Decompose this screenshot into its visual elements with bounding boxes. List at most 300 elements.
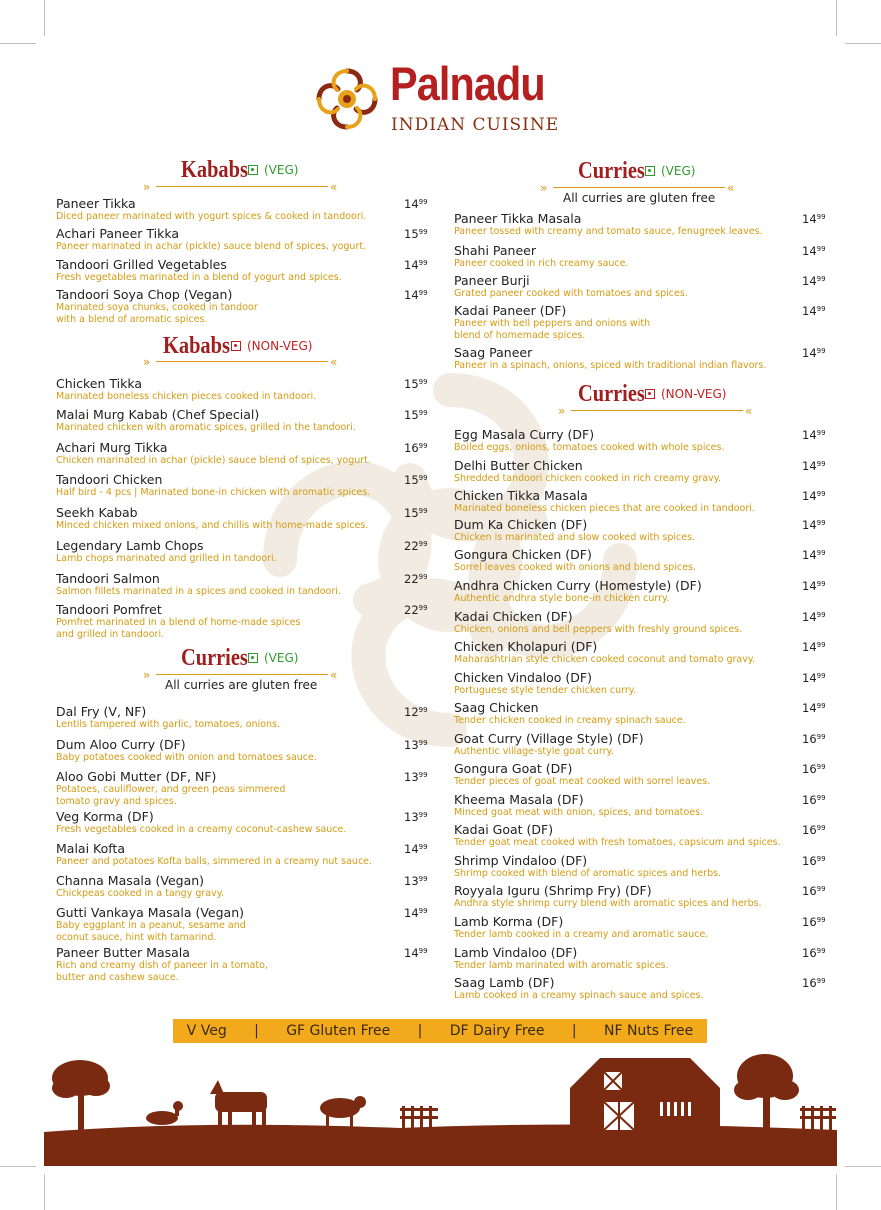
menu-item-description: Paneer marinated in achar (pickle) sauce blend of spices, yogurt. bbox=[56, 241, 367, 252]
menu-item-price bbox=[404, 290, 428, 302]
menu-item-price bbox=[802, 306, 826, 318]
price-cents: 99 bbox=[816, 305, 826, 313]
menu-item-name: Tandoori Grilled Vegetables bbox=[56, 257, 227, 272]
menu-item-description: Paneer tossed with creamy and tomato sauce, fenugreek leaves. bbox=[454, 226, 763, 237]
menu-item-price bbox=[802, 430, 826, 442]
menu-item-price bbox=[404, 844, 428, 856]
menu-item-name: Achari Paneer Tikka bbox=[56, 226, 180, 241]
gluten-free-note: All curries are gluten free bbox=[563, 191, 716, 205]
menu-item-price bbox=[802, 461, 826, 473]
menu-item-price bbox=[404, 410, 428, 422]
menu-item-price bbox=[802, 491, 826, 503]
menu-item-price bbox=[802, 703, 826, 715]
menu-item-name: Kadai Chicken (DF) bbox=[454, 609, 573, 624]
menu-item bbox=[454, 610, 742, 636]
menu-item-name: Tandoori Chicken bbox=[56, 472, 163, 487]
price-dollars: 14 bbox=[404, 288, 419, 302]
menu-item-name: Chicken Vindaloo (DF) bbox=[454, 670, 592, 685]
dietary-legend bbox=[173, 1019, 707, 1043]
menu-item-description: Chicken marinated in achar (pickle) sauce blend of spices, yogurt. bbox=[56, 455, 371, 466]
menu-item-description: Authentic andhra style bone-in chicken curry. bbox=[454, 593, 670, 604]
menu-item bbox=[56, 227, 366, 253]
palnadu-logo-icon bbox=[314, 66, 380, 132]
price-cents: 99 bbox=[418, 409, 428, 417]
price-cents: 99 bbox=[418, 289, 428, 297]
price-dollars: 14 bbox=[802, 640, 817, 654]
menu-item bbox=[454, 579, 702, 605]
price-dollars: 14 bbox=[802, 428, 817, 442]
price-dollars: 14 bbox=[802, 518, 817, 532]
divider bbox=[553, 187, 725, 188]
menu-item bbox=[454, 915, 708, 941]
menu-item-price bbox=[802, 948, 826, 960]
price-dollars: 16 bbox=[802, 854, 817, 868]
price-cents: 99 bbox=[816, 885, 826, 893]
menu-item-name: Legendary Lamb Chops bbox=[56, 538, 204, 553]
menu-item-price bbox=[404, 508, 428, 520]
menu-item-name: Chicken Tikka Masala bbox=[454, 488, 588, 503]
menu-item bbox=[454, 489, 755, 515]
legend-separator: | bbox=[571, 1023, 577, 1039]
restaurant-subtitle: INDIAN CUISINE bbox=[391, 115, 560, 135]
price-cents: 99 bbox=[418, 198, 428, 206]
price-cents: 99 bbox=[816, 916, 826, 924]
price-dollars: 16 bbox=[802, 976, 817, 990]
menu-item-price bbox=[404, 260, 428, 272]
price-dollars: 14 bbox=[802, 244, 817, 258]
menu-item bbox=[454, 793, 703, 819]
price-dollars: 14 bbox=[404, 258, 419, 272]
price-dollars: 13 bbox=[404, 810, 419, 824]
menu-item bbox=[56, 603, 300, 640]
chevron-right-icon: « bbox=[330, 180, 338, 194]
veg-tag-label: (VEG) bbox=[264, 163, 299, 177]
nonveg-tag-label: (NON-VEG) bbox=[661, 387, 727, 401]
menu-item-name: Shahi Paneer bbox=[454, 243, 536, 258]
price-dollars: 16 bbox=[802, 732, 817, 746]
crop-mark bbox=[836, 1174, 837, 1210]
menu-item-price bbox=[404, 948, 428, 960]
menu-item-price bbox=[802, 214, 826, 226]
menu-item bbox=[56, 288, 258, 325]
menu-item bbox=[56, 197, 366, 223]
menu-item bbox=[56, 946, 268, 983]
menu-item-description: Marinated boneless chicken pieces that are cooked in tandoori. bbox=[454, 503, 755, 514]
menu-item-description: Minced goat meat with onion, spices, and tomatoes. bbox=[454, 807, 704, 818]
menu-item bbox=[56, 258, 342, 284]
menu-item-name: Kadai Goat (DF) bbox=[454, 822, 554, 837]
menu-item bbox=[56, 705, 280, 731]
price-cents: 99 bbox=[418, 604, 428, 612]
menu-item-price bbox=[404, 772, 428, 784]
price-cents: 99 bbox=[816, 977, 826, 985]
price-cents: 99 bbox=[816, 672, 826, 680]
price-cents: 99 bbox=[418, 739, 428, 747]
section-title-curries-nonveg: Curries bbox=[578, 381, 645, 407]
price-cents: 99 bbox=[816, 733, 826, 741]
crop-mark bbox=[845, 43, 881, 44]
menu-item-description: Tender lamb marinated with aromatic spices. bbox=[454, 960, 669, 971]
menu-item-name: Malai Kofta bbox=[56, 841, 125, 856]
menu-item-description: Salmon fillets marinated in a spices and cooked in tandoori. bbox=[56, 586, 341, 597]
price-dollars: 13 bbox=[404, 738, 419, 752]
menu-item-price bbox=[802, 246, 826, 258]
menu-item-name: Achari Murg Tikka bbox=[56, 440, 168, 455]
menu-item-price bbox=[802, 764, 826, 776]
price-dollars: 14 bbox=[802, 212, 817, 226]
menu-item-name: Paneer Tikka Masala bbox=[454, 211, 582, 226]
menu-item-description: Marinated soya chunks, cooked in tandoor with a blend of aromatic spices. bbox=[56, 302, 258, 325]
price-cents: 99 bbox=[418, 228, 428, 236]
menu-item bbox=[454, 640, 755, 666]
crop-mark bbox=[44, 1174, 45, 1210]
menu-item-price bbox=[802, 642, 826, 654]
restaurant-name: Palnadu bbox=[390, 57, 545, 110]
price-cents: 99 bbox=[816, 855, 826, 863]
veg-tag bbox=[248, 652, 298, 664]
chevron-right-icon: « bbox=[330, 668, 338, 682]
price-dollars: 15 bbox=[404, 473, 419, 487]
menu-item-description: Pomfret marinated in a blend of home-made spices and grilled in tandoori. bbox=[56, 617, 301, 640]
price-cents: 99 bbox=[418, 875, 428, 883]
menu-item bbox=[454, 518, 695, 544]
price-dollars: 22 bbox=[404, 572, 419, 586]
nonveg-tag bbox=[645, 388, 726, 400]
menu-item-price bbox=[404, 443, 428, 455]
price-dollars: 16 bbox=[802, 793, 817, 807]
price-cents: 99 bbox=[816, 460, 826, 468]
menu-item-description: Tender goat meat cooked with fresh tomatoes, capsicum and spices. bbox=[454, 837, 781, 848]
veg-tag bbox=[645, 165, 695, 177]
price-dollars: 16 bbox=[404, 441, 419, 455]
menu-item-name: Dal Fry (V, NF) bbox=[56, 704, 147, 719]
menu-item bbox=[56, 842, 372, 868]
chevron-left-icon: » bbox=[143, 668, 151, 682]
menu-item-name: Saag Lamb (DF) bbox=[454, 975, 555, 990]
legend-dairy-free: DF Dairy Free bbox=[449, 1023, 545, 1039]
gluten-free-note: All curries are gluten free bbox=[165, 678, 318, 692]
menu-item bbox=[454, 976, 703, 1002]
price-dollars: 16 bbox=[802, 762, 817, 776]
price-dollars: 14 bbox=[802, 346, 817, 360]
menu-item bbox=[454, 428, 725, 454]
price-cents: 99 bbox=[418, 907, 428, 915]
menu-item-description: Tender lamb cooked in a creamy and aromatic sauce. bbox=[454, 929, 709, 940]
menu-item-description: Tender pieces of goat meat cooked with sorrel leaves. bbox=[454, 776, 711, 787]
menu-item-price bbox=[802, 856, 826, 868]
price-dollars: 14 bbox=[404, 197, 419, 211]
menu-item-description: Tender chicken cooked in creamy spinach sauce. bbox=[454, 715, 686, 726]
menu-item bbox=[56, 473, 370, 499]
menu-item-name: Aloo Gobi Mutter (DF, NF) bbox=[56, 769, 217, 784]
nonveg-icon bbox=[231, 341, 241, 351]
price-cents: 99 bbox=[816, 245, 826, 253]
menu-item-price bbox=[802, 886, 826, 898]
menu-item bbox=[454, 304, 650, 341]
legend-separator: | bbox=[254, 1023, 259, 1039]
menu-item-name: Lamb Vindaloo (DF) bbox=[454, 945, 578, 960]
menu-item bbox=[56, 441, 371, 467]
menu-item-price bbox=[404, 574, 428, 586]
divider bbox=[156, 361, 328, 362]
price-cents: 99 bbox=[418, 947, 428, 955]
menu-item-name: Saag Paneer bbox=[454, 345, 533, 360]
price-dollars: 16 bbox=[802, 823, 817, 837]
menu-item-name: Dum Ka Chicken (DF) bbox=[454, 517, 588, 532]
menu-item-price bbox=[404, 199, 428, 211]
menu-item-name: Paneer Butter Masala bbox=[56, 945, 190, 960]
price-dollars: 15 bbox=[404, 377, 419, 391]
chevron-right-icon: « bbox=[727, 181, 735, 195]
menu-item-description: Fresh vegetables marinated in a blend of yogurt and spices. bbox=[56, 272, 342, 283]
menu-item bbox=[454, 762, 710, 788]
price-dollars: 15 bbox=[404, 408, 419, 422]
price-dollars: 16 bbox=[802, 915, 817, 929]
menu-item-price bbox=[802, 348, 826, 360]
menu-item-name: Andhra Chicken Curry (Homestyle) (DF) bbox=[454, 578, 702, 593]
menu-item-name: Tandoori Soya Chop (Vegan) bbox=[56, 287, 233, 302]
menu-item-name: Gongura Goat (DF) bbox=[454, 761, 573, 776]
menu-item-description: Grated paneer cooked with tomatoes and spices. bbox=[454, 288, 688, 299]
nonveg-tag bbox=[231, 340, 312, 352]
chevron-right-icon: « bbox=[330, 355, 338, 369]
legend-nuts-free: NF Nuts Free bbox=[603, 1023, 694, 1039]
price-dollars: 14 bbox=[404, 842, 419, 856]
chevron-right-icon: « bbox=[745, 404, 753, 418]
menu-item bbox=[454, 212, 763, 238]
menu-item-description: Baby potatoes cooked with onion and tomatoes sauce. bbox=[56, 752, 317, 763]
menu-item bbox=[454, 548, 696, 574]
menu-item-price bbox=[802, 673, 826, 685]
menu-item bbox=[56, 770, 285, 807]
divider bbox=[156, 186, 328, 187]
menu-item bbox=[56, 408, 356, 434]
menu-item-name: Kheema Masala (DF) bbox=[454, 792, 584, 807]
divider bbox=[156, 674, 328, 675]
price-dollars: 22 bbox=[404, 603, 419, 617]
price-cents: 99 bbox=[418, 378, 428, 386]
menu-item-price bbox=[802, 550, 826, 562]
price-cents: 99 bbox=[418, 706, 428, 714]
section-title-curries-veg: Curries bbox=[578, 158, 645, 184]
menu-item bbox=[454, 732, 644, 758]
price-cents: 99 bbox=[418, 507, 428, 515]
price-dollars: 14 bbox=[404, 906, 419, 920]
menu-item-name: Royyala Iguru (Shrimp Fry) (DF) bbox=[454, 883, 652, 898]
menu-item-name: Kadai Paneer (DF) bbox=[454, 303, 567, 318]
menu-item-description: Half bird - 4 pcs | Marinated bone-in chicken with aromatic spices. bbox=[56, 487, 371, 498]
price-cents: 99 bbox=[816, 275, 826, 283]
menu-item-name: Tandoori Pomfret bbox=[56, 602, 162, 617]
chevron-left-icon: » bbox=[558, 404, 566, 418]
menu-item-price bbox=[404, 229, 428, 241]
crop-mark bbox=[44, 0, 45, 36]
farm-silhouette-footer bbox=[0, 1050, 881, 1170]
menu-item-description: Paneer with bell peppers and onions with blend of homemade spices. bbox=[454, 318, 651, 341]
section-title-kababs-nonveg: Kababs bbox=[163, 333, 230, 359]
menu-item-description: Fresh vegetables cooked in a creamy coconut-cashew sauce. bbox=[56, 824, 347, 835]
chevron-left-icon: » bbox=[143, 180, 151, 194]
menu-item-description: Authentic village-style goat curry. bbox=[454, 746, 614, 757]
legend-gluten-free: GF Gluten Free bbox=[286, 1023, 391, 1039]
price-cents: 99 bbox=[816, 824, 826, 832]
menu-item-description: Paneer cooked in rich creamy sauce. bbox=[454, 258, 629, 269]
nonveg-icon bbox=[645, 389, 655, 399]
price-cents: 99 bbox=[816, 641, 826, 649]
veg-tag bbox=[248, 164, 298, 176]
section-title-kababs-veg: Kababs bbox=[181, 157, 248, 183]
menu-item-price bbox=[404, 605, 428, 617]
veg-icon bbox=[248, 653, 258, 663]
menu-item bbox=[454, 274, 688, 300]
menu-item-name: Chicken Tikka bbox=[56, 376, 143, 391]
price-dollars: 14 bbox=[802, 459, 817, 473]
menu-item bbox=[454, 244, 629, 270]
price-dollars: 14 bbox=[802, 671, 817, 685]
menu-item-name: Dum Aloo Curry (DF) bbox=[56, 737, 186, 752]
menu-item-name: Goat Curry (Village Style) (DF) bbox=[454, 731, 644, 746]
price-cents: 99 bbox=[418, 811, 428, 819]
legend-separator: | bbox=[417, 1023, 423, 1039]
menu-item-name: Egg Masala Curry (DF) bbox=[454, 427, 595, 442]
menu-item bbox=[56, 874, 224, 900]
menu-item-description: Marinated chicken with aromatic spices, grilled in the tandoori. bbox=[56, 422, 356, 433]
price-cents: 99 bbox=[816, 490, 826, 498]
menu-item-name: Shrimp Vindaloo (DF) bbox=[454, 853, 588, 868]
menu-item-price bbox=[802, 734, 826, 746]
menu-item-description: Portuguese style tender chicken curry. bbox=[454, 685, 637, 696]
menu-item-description: Lamb chops marinated and grilled in tandoori. bbox=[56, 553, 277, 564]
veg-tag-label: (VEG) bbox=[661, 164, 696, 178]
menu-item-name: Channa Masala (Vegan) bbox=[56, 873, 205, 888]
menu-item-name: Paneer Tikka bbox=[56, 196, 136, 211]
menu-item-name: Delhi Butter Chicken bbox=[454, 458, 583, 473]
menu-item-description: Baby eggplant in a peanut, sesame and oconut sauce, hint with tamarind. bbox=[56, 920, 246, 943]
price-cents: 99 bbox=[816, 549, 826, 557]
menu-item-price bbox=[802, 520, 826, 532]
menu-item bbox=[454, 884, 762, 910]
veg-icon bbox=[645, 166, 655, 176]
menu-item-price bbox=[802, 581, 826, 593]
menu-item-description: Potatoes, cauliflower, and green peas simmered tomato gravy and spices. bbox=[56, 784, 286, 807]
menu-item-name: Chicken Kholapuri (DF) bbox=[454, 639, 598, 654]
menu-item-name: Gongura Chicken (DF) bbox=[454, 547, 592, 562]
price-cents: 99 bbox=[816, 429, 826, 437]
menu-item bbox=[454, 854, 721, 880]
menu-item-name: Malai Murg Kabab (Chef Special) bbox=[56, 407, 260, 422]
chevron-left-icon: » bbox=[143, 355, 151, 369]
crop-mark bbox=[0, 43, 36, 44]
price-dollars: 14 bbox=[802, 304, 817, 318]
menu-item bbox=[56, 738, 317, 764]
menu-item bbox=[56, 810, 346, 836]
menu-item-description: Boiled eggs, onions, tomatoes cooked with whole spices. bbox=[454, 442, 725, 453]
menu-item bbox=[56, 906, 246, 943]
price-cents: 99 bbox=[816, 347, 826, 355]
menu-item-price bbox=[404, 812, 428, 824]
menu-item bbox=[56, 377, 316, 403]
menu-item-description: Diced paneer marinated with yogurt spices & cooked in tandoori. bbox=[56, 211, 367, 222]
price-dollars: 14 bbox=[802, 274, 817, 288]
menu-item-description: Chicken, onions and bell peppers with freshly ground spices. bbox=[454, 624, 743, 635]
price-dollars: 16 bbox=[802, 946, 817, 960]
menu-item-description: Shrimp cooked with blend of aromatic spices and herbs. bbox=[454, 868, 722, 879]
crop-mark bbox=[836, 0, 837, 36]
price-dollars: 13 bbox=[404, 874, 419, 888]
menu-item-description: Shredded tandoori chicken cooked in rich creamy gravy. bbox=[454, 473, 722, 484]
nonveg-tag-label: (NON-VEG) bbox=[247, 339, 313, 353]
menu-item bbox=[454, 459, 721, 485]
menu-item-name: Gutti Vankaya Masala (Vegan) bbox=[56, 905, 244, 920]
price-dollars: 15 bbox=[404, 506, 419, 520]
section-title-curries-veg: Curries bbox=[181, 645, 248, 671]
menu-item-price bbox=[802, 825, 826, 837]
menu-item bbox=[454, 946, 669, 972]
price-cents: 99 bbox=[816, 947, 826, 955]
price-cents: 99 bbox=[816, 794, 826, 802]
menu-item-name: Seekh Kabab bbox=[56, 505, 138, 520]
price-cents: 99 bbox=[816, 519, 826, 527]
menu-item-description: Chicken is marinated and slow cooked with spices. bbox=[454, 532, 696, 543]
menu-item bbox=[56, 539, 277, 565]
price-cents: 99 bbox=[816, 580, 826, 588]
menu-item-description: Chickpeas cooked in a tangy gravy. bbox=[56, 888, 225, 899]
price-cents: 99 bbox=[418, 771, 428, 779]
price-cents: 99 bbox=[418, 573, 428, 581]
menu-item bbox=[454, 701, 686, 727]
price-cents: 99 bbox=[418, 540, 428, 548]
menu-item-description: Minced chicken mixed onions, and chillis with home-made spices. bbox=[56, 520, 369, 531]
price-dollars: 16 bbox=[802, 884, 817, 898]
price-dollars: 14 bbox=[802, 610, 817, 624]
menu-item-name: Tandoori Salmon bbox=[56, 571, 160, 586]
price-dollars: 12 bbox=[404, 705, 419, 719]
price-dollars: 14 bbox=[802, 489, 817, 503]
price-dollars: 15 bbox=[404, 227, 419, 241]
menu-item-price bbox=[404, 379, 428, 391]
price-cents: 99 bbox=[418, 843, 428, 851]
price-cents: 99 bbox=[816, 213, 826, 221]
menu-item bbox=[56, 572, 341, 598]
menu-item-price bbox=[404, 541, 428, 553]
menu-item-description: Rich and creamy dish of paneer in a tomato, butter and cashew sauce. bbox=[56, 960, 268, 983]
price-cents: 99 bbox=[418, 474, 428, 482]
menu-item-price bbox=[404, 876, 428, 888]
veg-tag-label: (VEG) bbox=[264, 651, 299, 665]
menu-item bbox=[454, 671, 636, 697]
menu-item-name: Veg Korma (DF) bbox=[56, 809, 154, 824]
veg-icon bbox=[248, 165, 258, 175]
menu-item-price bbox=[802, 612, 826, 624]
price-cents: 99 bbox=[816, 702, 826, 710]
divider bbox=[571, 410, 743, 411]
price-dollars: 22 bbox=[404, 539, 419, 553]
menu-item-description: Paneer and potatoes Kofta balls, simmered in a creamy nut sauce. bbox=[56, 856, 373, 867]
menu-item-description: Marinated boneless chicken pieces cooked in tandoori. bbox=[56, 391, 317, 402]
price-cents: 99 bbox=[816, 611, 826, 619]
price-cents: 99 bbox=[816, 763, 826, 771]
menu-item-name: Saag Chicken bbox=[454, 700, 539, 715]
price-dollars: 14 bbox=[802, 579, 817, 593]
menu-item-name: Lamb Korma (DF) bbox=[454, 914, 564, 929]
chevron-left-icon: » bbox=[540, 181, 548, 195]
menu-item-name: Paneer Burji bbox=[454, 273, 530, 288]
menu-item-description: Lentils tampered with garlic, tomatoes, onions. bbox=[56, 719, 280, 730]
price-dollars: 14 bbox=[404, 946, 419, 960]
menu-item bbox=[454, 346, 766, 372]
menu-item-description: Maharashtrian style chicken cooked coconut and tomato gravy. bbox=[454, 654, 756, 665]
price-cents: 99 bbox=[418, 442, 428, 450]
